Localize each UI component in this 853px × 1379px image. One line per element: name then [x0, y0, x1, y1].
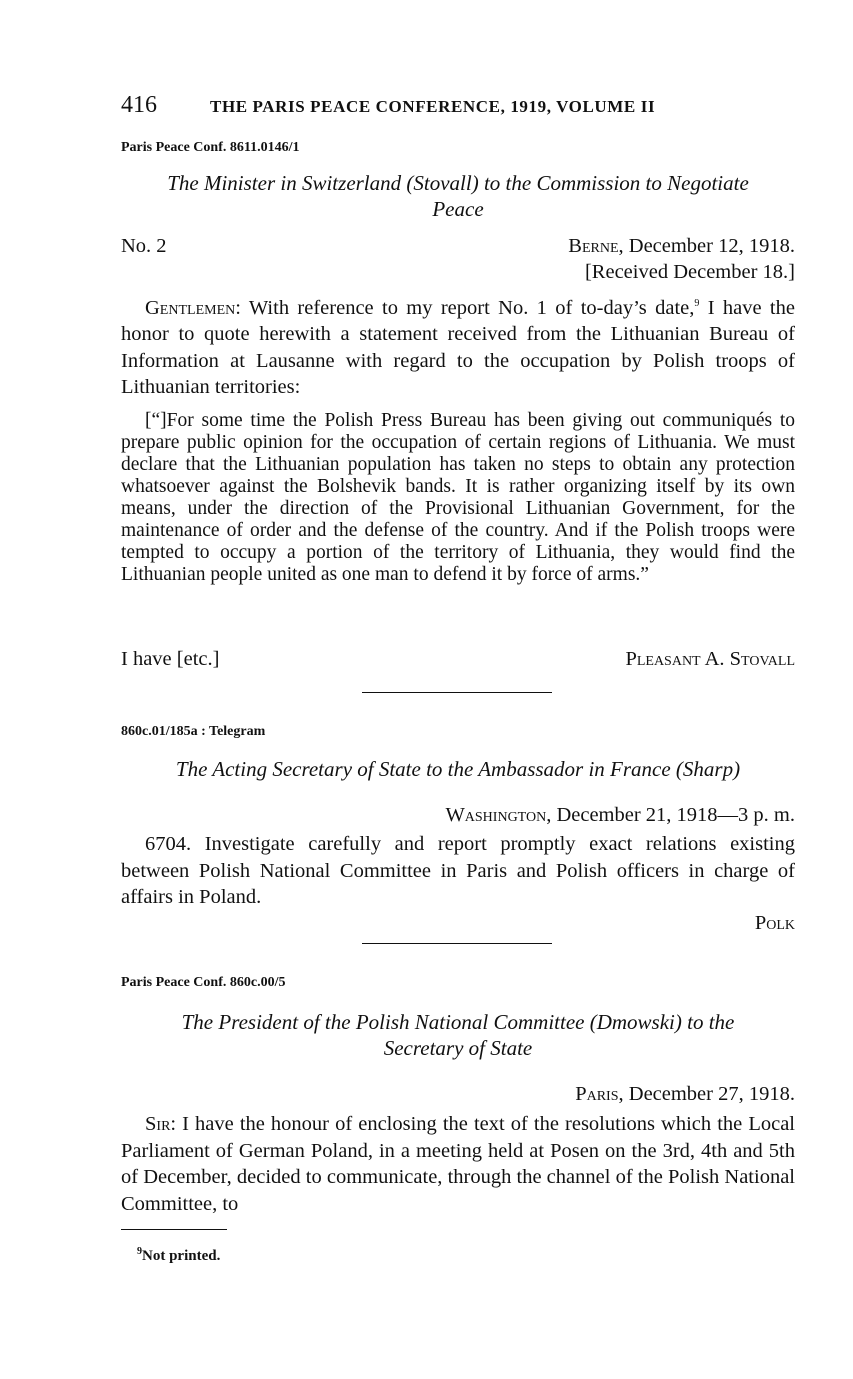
doc3-file-reference: Paris Peace Conf. 860c.00/5: [121, 975, 286, 990]
doc3-body-text: : I have the honour of enclosing the text of the resolutions which the Local Parliament of German Poland, in a meeting held at Posen on the 3rd, 4th and 5th of December, decided to communicate, through the channel of the Polish National Committee, to: [121, 1113, 795, 1215]
doc1-place: Berne: [568, 235, 619, 257]
doc2-date: , December 21, 1918—3 p. m.: [546, 804, 795, 826]
section-divider: [362, 692, 552, 693]
doc3-title: [121, 1009, 795, 1061]
doc1-quote: [“]For some time the Polish Press Bureau has been giving out communiqués to prepare public opinion for the occupation of certain regions of Lithuania. We must declare that the Lithuanian population has taken no steps to obtain any protection whatsoever against the Bolshevik bands. It is rather organizing itself by its own means, under the direction of the Provisional Lithuanian Government, for the maintenance of order and the defense of the country. And if the Polish troops were tempted to occupy a portion of the territory of Lithuania, they would find the Lithuanian people united as one man to defend it by force of arms.”: [121, 410, 795, 585]
doc1-number: No. 2: [121, 235, 167, 257]
doc3-salutation: Sir: [145, 1113, 171, 1135]
doc3-date: , December 27, 1918.: [618, 1083, 795, 1105]
doc2-body: 6704. Investigate carefully and report promptly exact relations existing between Polish National Committee in Paris and Polish officers in charge of affairs in Poland.: [121, 833, 795, 908]
footnote-rule: [121, 1229, 227, 1230]
doc1-salutation: Gentlemen: [145, 296, 236, 319]
doc2-dateline: [121, 802, 795, 829]
doc3-dateline: [121, 1081, 795, 1108]
footnote: [137, 1246, 220, 1265]
footnote-mark: 9: [137, 1246, 142, 1257]
doc1-body-before-note: : With reference to my report No. 1 of to-day’s date,: [235, 296, 695, 319]
doc3-place: Paris: [575, 1083, 619, 1105]
doc1-body: [121, 291, 795, 401]
doc3-title-line1: The President of the Polish National Committee (Dmowski) to the: [181, 1010, 735, 1034]
doc1-date: , December 12, 1918.: [618, 235, 795, 257]
doc2-signature: Polk: [754, 912, 795, 934]
doc1-title: [121, 170, 795, 222]
doc1-title-line1: The Minister in Switzerland (Stovall) to the Commission to Negotiate: [167, 171, 749, 195]
footnote-text: Not printed.: [142, 1248, 221, 1264]
doc1-file-reference: Paris Peace Conf. 8611.0146/1: [121, 140, 300, 155]
running-title: THE PARIS PEACE CONFERENCE, 1919, VOLUME II: [210, 97, 656, 116]
page-number: 416: [121, 92, 157, 118]
doc3-body: [121, 1111, 795, 1217]
section-divider: [362, 943, 552, 944]
doc1-signature: Pleasant A. Stovall: [625, 648, 795, 670]
doc1-title-line2: Peace: [432, 197, 484, 221]
doc2-file-reference: 860c.01/185a : Telegram: [121, 724, 266, 739]
doc3-title-line2: Secretary of State: [383, 1036, 533, 1060]
doc2-title: The Acting Secretary of State to the Ambassador in France (Sharp): [175, 757, 741, 781]
doc1-received: [Received December 18.]: [584, 261, 795, 283]
doc1-body-after-note: I have the honor to quote herewith a statement received from the Lithuanian Bureau of Information at Lausanne with regard to the occupation by Polish troops of Lithuanian territories:: [121, 296, 795, 399]
doc1-closing: I have [etc.]: [121, 648, 220, 670]
doc2-place: Washington: [445, 804, 547, 826]
doc1-dateline: [121, 233, 795, 260]
footnote-reference: 9: [694, 298, 700, 309]
